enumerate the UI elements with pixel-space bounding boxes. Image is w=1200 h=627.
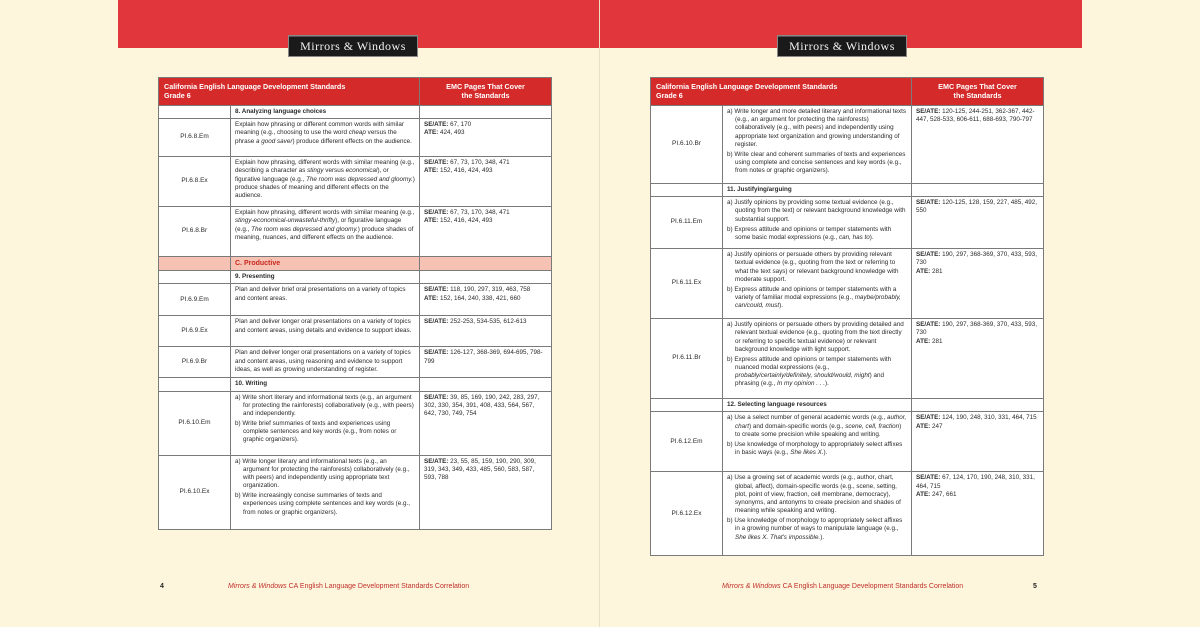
section-row: 12. Selecting language resources — [651, 399, 1044, 412]
right-page — [600, 0, 1082, 627]
table-row: PI.6.8.Br Explain how phrasing, different words with similar meaning (e.g., stingy-economical-unwasteful-thrifty), or figurative language (e.g., The room was depressed and gloomy.) produce shades of meaning, nuances, and different effects on the audience. SE/ATE: 67, 73, 170, 348, 471 ATE: 152, 416, 424, 493 — [159, 207, 552, 257]
table-row: PI.6.10.Br a) Write longer and more detailed literary and informational texts (e.g., an argument for protecting the rainforests) collaboratively (e.g., with peers) and independently using appropriate text organization and growing understanding of register. b) Write clear and coherent summaries of texts and experiences using complete and concise sentences and key words (e.g., from notes or graphic organizers). SE/ATE: 120-125, 244-251, 362-367, 442-447, 528-533, 606-611, 688-693, 790-797 — [651, 106, 1044, 184]
table-header — [651, 78, 1044, 106]
section-row: 11. Justifying/arguing — [651, 184, 1044, 197]
table-row: PI.6.8.Em Explain how phrasing or different common words with similar meaning (e.g., choosing to use the word cheap versus the phrase a good saver) produce different effects on the audience. SE/ATE: 67, 170 ATE: 424, 493 — [159, 119, 552, 157]
header-emc-pages: EMC Pages That Cover the Standards — [420, 78, 552, 106]
table-row: PI.6.8.Ex Explain how phrasing, different words with similar meaning (e.g., describing a character as stingy versus economical), or figurative language (e.g., The room was depressed and gloomy.) produce shades of meaning and different effects on the audience. SE/ATE: 67, 73, 170, 348, 471 ATE: 152, 416, 424, 493 — [159, 157, 552, 207]
table-row: PI.6.12.Em a) Use a select number of general academic words (e.g., author, chart) and domain-specific words (e.g., scene, cell, fraction) to create some precision while speaking and writing. b) Use knowledge of morphology to appropriately select affixes in basic ways (e.g., She likes X.). SE/ATE: 124, 190, 248, 310, 331, 464, 715 ATE: 247 — [651, 412, 1044, 472]
table-row: PI.6.9.Ex Plan and deliver longer oral presentations on a variety of topics and content areas, using details and evidence to support ideas. SE/ATE: 252-253, 534-535, 612-613 — [159, 316, 552, 347]
section-row: 8. Analyzing language choices — [159, 106, 552, 119]
section-row: 10. Writing — [159, 378, 552, 391]
standards-table — [158, 77, 552, 530]
table-row: PI.6.11.Em a) Justify opinions by providing some textual evidence (e.g., quoting from the text) or relevant background knowledge with substantial support. b) Express attitude and opinions or temper statements with some basic modal expressions (e.g., can, has to). SE/ATE: 120-125, 128, 159, 227, 485, 492, 550 — [651, 197, 1044, 249]
section-row: 9. Presenting — [159, 271, 552, 284]
table-row: PI.6.11.Br a) Justify opinions or persuade others by providing detailed and relevant textual evidence (e.g., quoting from the text directly or referring to specific textual evidence) or relevant background knowledge with light support. b) Express attitude and opinions or temper statements with nuanced modal expressions (e.g., probably/certainly/definitely, should/would, might) and phrasing (e.g., In my opinion . . .). SE/ATE: 190, 297, 368-369, 370, 433, 593, 730 ATE: 281 — [651, 319, 1044, 399]
header-standards: California English Language Development Standards Grade 6 — [651, 78, 912, 106]
table-row: PI.6.10.Em a) Write short literary and informational texts (e.g., an argument for protecting the rainforests) collaboratively (e.g., with peers) and independently. b) Write brief summaries of texts and experiences using complete sentences and key words (e.g., from notes or graphic organizers). SE/ATE: 39, 85, 169, 190, 242, 283, 297, 302, 330, 354, 391, 408, 433, 564, 567, 642, 730, 749, 754 — [159, 391, 552, 455]
header-standards: California English Language Development Standards Grade 6 — [159, 78, 420, 106]
table-row: PI.6.9.Em Plan and deliver brief oral presentations on a variety of topics and content areas. SE/ATE: 118, 190, 297, 319, 463, 758 ATE: 152, 164, 240, 338, 421, 660 — [159, 284, 552, 316]
page-footer: Mirrors & Windows CA English Language Development Standards Correlation — [722, 583, 964, 590]
table-row: PI.6.12.Ex a) Use a growing set of academic words (e.g., author, chart, global, affect), domain-specific words (e.g., scene, setting, plot, point of view, fraction, cell membrane, democracy), synonyms, and antonyms to create precision and shades of meaning while speaking and writing. b) Use knowledge of morphology to appropriately select affixes in a growing number of ways to manipulate language (e.g., She likes X. That's impossible.). SE/ATE: 67, 124, 170, 190, 248, 310, 331, 464, 715 ATE: 247, 661 — [651, 472, 1044, 556]
standards-table — [650, 77, 1044, 556]
table-row: PI.6.11.Ex a) Justify opinions or persuade others by providing relevant textual evidence (e.g., quoting from the text or referring to what the text says) or relevant background knowledge with moderate support. b) Express attitude and opinions or temper statements with a variety of familiar modal expressions (e.g., maybe/probably, can/could, must). SE/ATE: 190, 297, 368-369, 370, 433, 593, 730 ATE: 281 — [651, 249, 1044, 319]
table-row: PI.6.9.Br Plan and deliver longer oral presentations on a variety of topics and content areas, using reasoning and evidence to support ideas, as well as growing understanding of register. SE/ATE: 126-127, 368-369, 694-695, 798-799 — [159, 347, 552, 378]
table-header — [159, 78, 552, 106]
brand-logo: Mirrors & Windows — [288, 35, 418, 57]
table-row: PI.6.10.Ex a) Write longer literary and informational texts (e.g., an argument for protecting the rainforests) collaboratively (e.g., with peers) and independently using appropriate text organization. b) Write increasingly concise summaries of texts and experiences using complete sentences and key words (e.g., from notes or graphic organizers). SE/ATE: 23, 55, 85, 159, 190, 290, 309, 319, 343, 349, 433, 485, 560, 583, 587, 593, 788 — [159, 455, 552, 529]
page-number: 5 — [1033, 583, 1037, 590]
page-number: 4 — [160, 583, 164, 590]
header-emc-pages: EMC Pages That Cover the Standards — [912, 78, 1044, 106]
brand-logo: Mirrors & Windows — [777, 35, 907, 57]
productive-row: C. Productive — [159, 257, 552, 271]
left-page — [118, 0, 600, 627]
page-footer: Mirrors & Windows CA English Language Development Standards Correlation — [228, 583, 470, 590]
